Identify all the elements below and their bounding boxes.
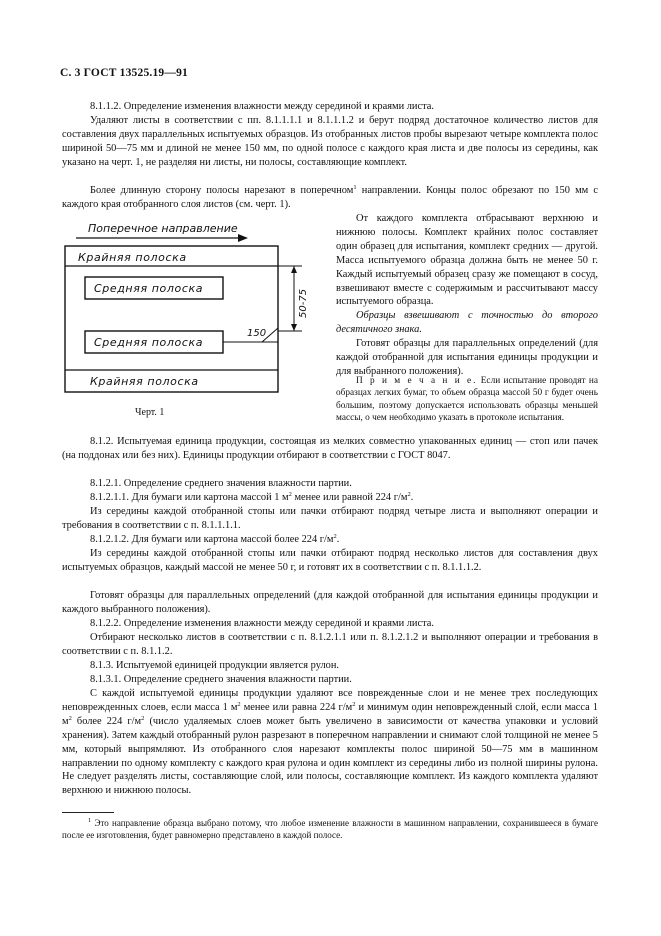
paragraph-8-1-2-1-2: 8.1.2.1.2. Для бумаги или картона массой более 224 $г/м^2$.: [90, 533, 340, 545]
footnote-divider: [62, 812, 114, 813]
paragraph-8-1-2: 8.1.2. Испытуемая единица продукции, состоящая из мелких совместно упакованных единиц — стоп или пачек (на поддонах или без них). Единицы продукции отбирают в соответствии с ГОСТ 8047.: [62, 436, 598, 461]
paragraph-8-1-2-1-1: 8.1.2.1.1. Для бумаги или картона массой 1 $м^2$ менее или равной 224 $г/м^2$.: [90, 491, 414, 503]
paragraph-select-sheets: Отбирают несколько листов в соответствии с п. 8.1.2.1.1 или п. 8.1.2.1.2 и выполняют операции и требования в соответствии с п. 8.1.1.2.: [62, 632, 598, 657]
paragraph-remove-sheets: Удаляют листы в соответствии с пп. 8.1.1.1.1 и 8.1.1.1.2 и берут подряд достаточное количество листов для составления двух параллельных испытуемых образцов. Из отобранных листов пробы вырезают четыре комплекта полос шириной 50—75 мм и длиной не менее 150 мм, по одной полосе с каждого края листа и две полосы из середины, как указано на черт. 1, не разделяя ни листы, ни полосы, составляющие комплект.: [62, 115, 598, 168]
paragraph-parallel-samples: Готовят образцы для параллельных определений (для каждой отобранной для испытания единицы продукции и для выбранного положения).: [336, 338, 598, 377]
edge-strip-bottom: Крайняя полоска: [90, 375, 199, 388]
footnote-ref: 1: [353, 184, 357, 191]
figure-1-diagram: [62, 224, 334, 420]
middle-strip-2: Средняя полоска: [94, 336, 204, 349]
paragraph-long-side: Более длинную сторону полосы нарезают в поперечном$^1$ направлении. Концы полос обрезают по 150 мм с каждого края отобранного слоя листов (см. черт. 1).: [62, 184, 598, 210]
dim-width-label: 50-75: [298, 288, 309, 318]
paragraph-8-1-3: 8.1.3. Испытуемой единицей продукции является рулон.: [90, 660, 339, 671]
paragraph-weigh-precision: Образцы взвешивают с точностью до второго десятичного знака.: [336, 310, 598, 335]
paragraph-8-1-2-2: 8.1.2.2. Определение изменения влажности между серединой и краями листа.: [90, 618, 434, 629]
footnote: $^1$ Это направление образца выбрано потому, что любое изменение влажности в машинном направлении, сохранившееся в бумаге после ее изготовления, будет равномерно представлено в каждой полосе.: [62, 817, 598, 840]
page-header: С. 3 ГОСТ 13525.19—91: [60, 67, 188, 79]
paragraph-8-1-2-1: 8.1.2.1. Определение среднего значения влажности партии.: [90, 478, 352, 489]
strip-diagram: [62, 224, 334, 414]
dim-150-label: 150: [247, 328, 267, 339]
figure-caption: Черт. 1: [135, 407, 165, 418]
edge-strip-top: Крайняя полоска: [78, 251, 187, 264]
paragraph-four-sheets: Из середины каждой отобранной стопы или пачки отбирают подряд четыре листа и выполняют операции и требования в соответствии с п. 8.1.1.1.1.: [62, 506, 598, 531]
paragraph-discard-strips: От каждого комплекта отбрасывают верхнюю и нижнюю полосы. Комплект крайних полос составляет один образец для испытания, комплект средних — другой. Масса испытуемого образца должна быть не менее 50 г. Каждый испытуемый образец сразу же помещают в сосуд, взвешивают вместе с содержимым и рассчитывают массу испытуемого образца.: [336, 213, 598, 308]
middle-strip-1: Средняя полоска: [94, 282, 204, 295]
direction-label: Поперечное направление: [88, 224, 238, 235]
dim-arrow-up-icon: [291, 266, 297, 273]
paragraph-8-1-1-2: 8.1.1.2. Определение изменения влажности между серединой и краями листа.: [90, 101, 434, 112]
note-light-papers: П р и м е ч а н и е. Если испытание проводят на образцах легких бумаг, то объем образца массой 50 г будет очень большим, поэтому допускается использовать образцы меньшей массы, о чем необходимо указать в протоколе испытания.: [336, 376, 598, 424]
paragraph-several-sheets: Из середины каждой отобранной стопы или пачки отбирают подряд несколько листов для составления двух испытуемых образцов, каждый массой не менее 50 г, и готовят их в соответствии с п. 8.1.1.1.2.: [62, 548, 598, 573]
direction-arrow-icon: [238, 234, 248, 242]
paragraph-8-1-3-1: 8.1.3.1. Определение среднего значения влажности партии.: [90, 674, 352, 685]
paragraph-prepare-samples: Готовят образцы для параллельных определений (для каждой отобранной для испытания единицы продукции и каждого выбранного положения).: [62, 590, 598, 615]
paragraph-roll-procedure: С каждой испытуемой единицы продукции удаляют все поврежденные слои и не менее трех последующих неповрежденных слоев, если масса 1 $м^2$ менее или равна 224 $г/м^2$ и минимум один неповрежденный слой, если масса 1 $м^2$ более 224 $г/м^2$ (число удаляемых слоев может быть увеличено в зависимости от качества упаковки и условий хранения). Затем каждый отобранный рулон разрезают в поперечном направлении и снимают слой толщиной не менее 5 мм, который выпрямляют. Из отобранного слоя нарезают комплекты полос шириной 50—75 мм в машинном направлении по одному комплекту с каждого края рулона и один комплект из середины либо из полной ширины рулона. Не следует разделять листы, составляющие слой, или полосы, составляющие комплект. Из каждого комплекта удаляют верхнюю и нижнюю полосы.: [62, 688, 599, 797]
dim-arrow-down-icon: [291, 324, 297, 331]
